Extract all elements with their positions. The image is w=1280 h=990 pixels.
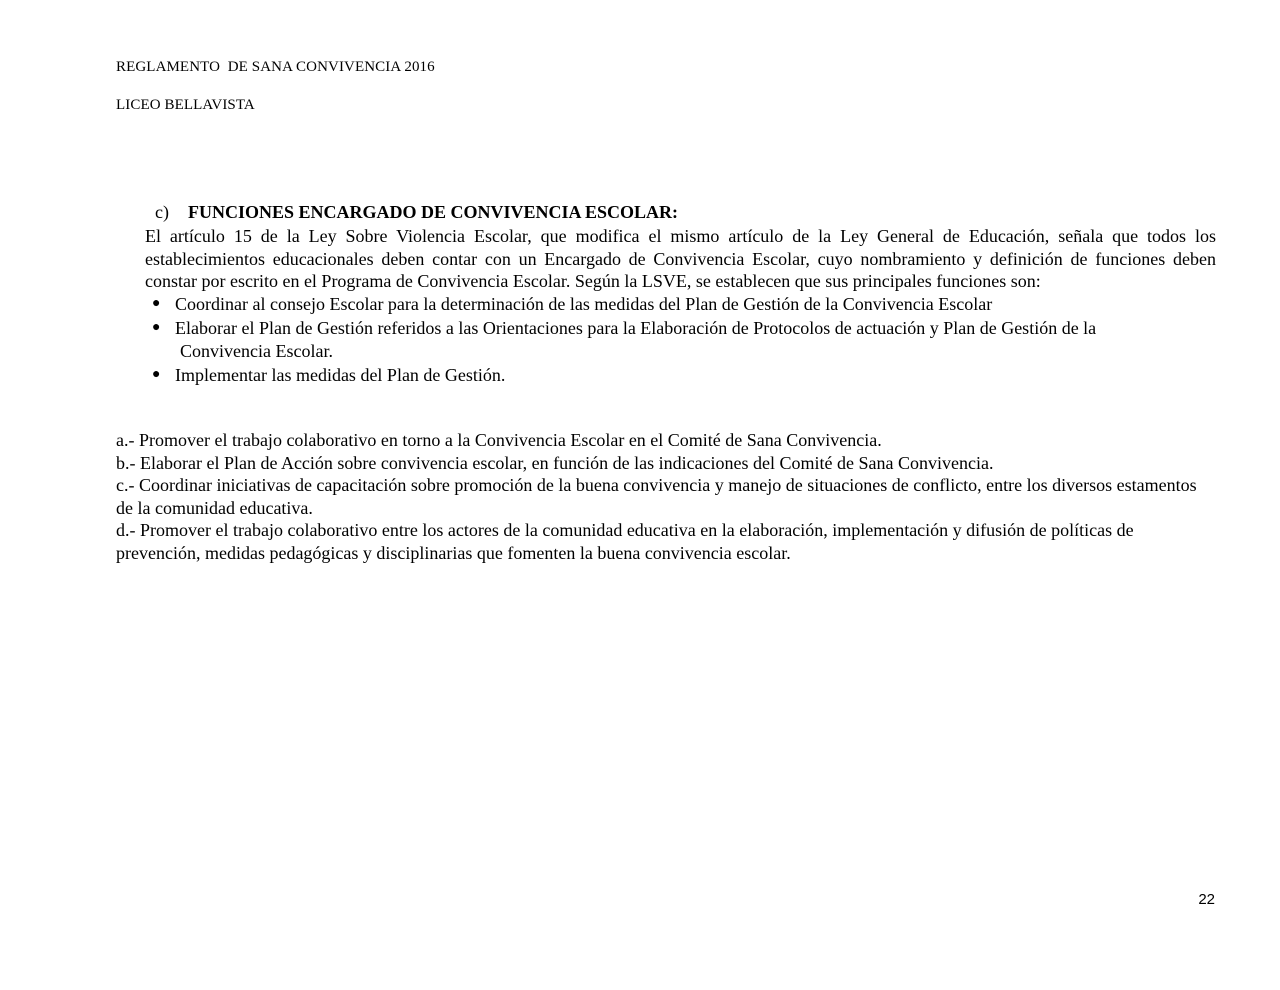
section-letter: c) <box>155 202 169 222</box>
bullet-item <box>145 293 1216 316</box>
section-title: FUNCIONES ENCARGADO DE CONVIVENCIA ESCOLAR: <box>188 202 679 222</box>
function-item-a: a.- Promover el trabajo colaborativo en torno a la Convivencia Escolar en el Comité de Sana Convivencia. <box>116 430 882 450</box>
function-item-d: d.- Promover el trabajo colaborativo entre los actores de la comunidad educativa en la elaboración, implementación y difusión de políticas de prevención, medidas pedagógicas y disciplinarias que fomenten la buena convivencia escolar. <box>116 520 1134 563</box>
document-header-school: LICEO BELLAVISTA <box>116 97 255 113</box>
functions-bullet-list <box>145 293 1216 388</box>
bullet-dot-icon: ● <box>152 319 161 335</box>
bullet-item <box>145 317 1216 362</box>
bullet-item-text: Implementar las medidas del Plan de Gestión. <box>175 364 506 385</box>
bullet-item-continuation: Convivencia Escolar. <box>180 340 333 361</box>
bullet-item-text: Coordinar al consejo Escolar para la determinación de las medidas del Plan de Gestión de la Convivencia Escolar <box>175 294 993 314</box>
document-header-title: REGLAMENTO DE SANA CONVIVENCIA 2016 <box>116 59 435 75</box>
section-intro-paragraph: El artículo 15 de la Ley Sobre Violencia Escolar, que modifica el mismo artículo de la Ley General de Educación, señala que todos los establecimientos educacionales deben contar con un Encargado de Convivencia Escolar, cuyo nombramiento y definición de funciones deben constar por escrito en el Programa de Convivencia Escolar. Según la LSVE, se establecen que sus principales funciones son: <box>145 226 1216 292</box>
bullet-item-text: Elaborar el Plan de Gestión referidos a las Orientaciones para la Elaboración de Protocolos de actuación y Plan de Gestión de la <box>175 317 1097 338</box>
page-number: 22 <box>1198 891 1215 908</box>
functions-list <box>116 429 1216 565</box>
bullet-item <box>145 364 1216 387</box>
function-item-c: c.- Coordinar iniciativas de capacitación sobre promoción de la buena convivencia y manejo de situaciones de conflicto, entre los diversos estamentos de la comunidad educativa. <box>116 475 1197 518</box>
bullet-dot-icon: ● <box>152 366 161 382</box>
function-item-b: b.- Elaborar el Plan de Acción sobre convivencia escolar, en función de las indicaciones del Comité de Sana Convivencia. <box>116 452 994 473</box>
bullet-dot-icon: ● <box>152 296 161 311</box>
section-heading <box>146 181 678 223</box>
